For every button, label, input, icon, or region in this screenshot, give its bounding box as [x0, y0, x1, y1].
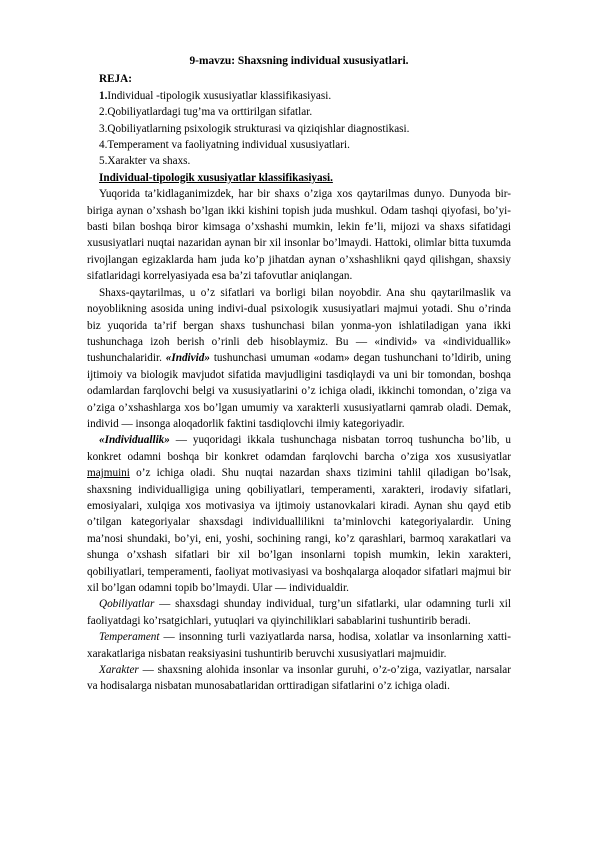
- plan-item-number: 2.: [99, 106, 108, 119]
- paragraph-text: o’z ichiga oladi. Shu nuqtai nazardan shaxs tizimini tahlil qiladigan bo’lsak, shaxsning individualligiga uning qobiliyatlari, temperamenti, xarakteri, irodaviy sifatlari, emosiyalari, xulqiga xos motivasiya va ijtimoiy ustanovkalari kiradi. Aynan shu qayd etib o’tilgan kategoriyalar shaxsdagi individuallilikni ta’minlovchi kategoriyalardir. Uning ma’nosi shundaki, bo’yi, eni, yoshi, sochining rangi, ko’z qarashlari, barmoq xarakatlari va shunga o’xshash sifatlari bir xil bo’lgan insonlarni topish mumkin, lekin xarakteri, qobiliyatlari, temperamenti, faoliyat motivasiyasi va boshqalarga aloqador sifatlari majmui bir xil bo’lgan odamni topib bo’lmaydi. Ular — individualdir.: [87, 467, 511, 594]
- plan-item-number: 4.: [99, 139, 108, 152]
- section-heading: Individual-tipologik xususiyatlar klassifikasiyasi.: [99, 171, 333, 184]
- term-qobiliyatlar: Qobiliyatlar: [99, 598, 155, 611]
- paragraph-text: — insonning turli vaziyatlarda narsa, hodisa, xolatlar va insonlarning xatti-xarakatlariga nisbatan reaksiyasini tushuntirib beruvchi xususiyatlari majmuidir.: [87, 631, 511, 660]
- plan-item: [87, 121, 511, 137]
- plan-item-text: Qobiliyatlarning psixologik strukturasi va qiziqishlar diagnostikasi.: [107, 122, 410, 135]
- paragraph-uniqueness: Yuqorida ta’kidlaganimizdek, har bir shaxs o’ziga xos qaytarilmas dunyo. Dunyoda bir-biriga aynan o’xshash bo’lgan ikki kishini topish juda mushkul. Odam tashqi qiyofasi, bo’yi-basti bilan boshqa biror kimsaga o’xshashi mumkin, lekin fe’li, mijozi va shaxs sifatidagi xususiyatlari nuqtai nazaridan aynan bir xil insonlar bo’lmaydi. Hattoki, olimlar bitta tuxumda rivojlangan egizaklarda ham juda ko’p jihatdan aynan o’xshashlikni qayd qilishgan, shaxsiy sifatlaridagi korrelyasiyada esa ba’zi tafovutlar aniqlangan.: [87, 188, 511, 283]
- term-xarakter: Xarakter: [99, 664, 139, 677]
- term-individ: «Individ»: [165, 352, 210, 365]
- paragraph-text: tushunchasi umuman «odam» degan tushunchani to’ldirib, uning ijtimoiy va biologik mavjudot sifatida mavjudligini tasdiqlaydi va uni bir tomondan, boshqa odamlardan farqlovchi belgi va xususiyatlarini o’z ichiga oladi, ikkinchi tomondan, o’ziga va o’ziga o’xshashlarga xos bo’lgan umumiy va xarakterli xususiyatlarni qamrab oladi. Demak, individ — insonga aloqadorlik faktini tasdiqlovchi ilmiy kategoriyadir.: [87, 352, 511, 430]
- term-individuallik: «Individuallik»: [99, 434, 170, 447]
- plan-heading: REJA:: [99, 73, 132, 86]
- paragraph-text: — shaxsning alohida insonlar va insonlar guruhi, o’z-o’ziga, vaziyatlar, narsalar va hodisalarga nisbatan munosabatlaridan orttiradigan sifatlarini o’z ichiga oladi.: [87, 664, 511, 693]
- plan-item-number: 1.: [99, 89, 108, 102]
- plan-item-text: Xarakter va shaxs.: [107, 155, 191, 168]
- paragraph-individ: [87, 285, 511, 433]
- plan-item: [87, 88, 511, 104]
- document-page: [87, 53, 511, 695]
- plan-item-text: Individual -tipologik xususiyatlar klassifikasiyasi.: [107, 89, 332, 102]
- underlined-word: majmuini: [87, 467, 130, 480]
- paragraph-text: — shaxsdagi shunday individual, turg’un sifatlarki, ular odamning turli xil faoliyatdagi ko’rsatgichlari, yutuqlari va qiyinchiliklari sabablarini tushuntirib beradi.: [87, 598, 511, 627]
- plan-item: [87, 137, 511, 153]
- paragraph-xarakter: [87, 662, 511, 695]
- paragraph-qobiliyatlar: [87, 596, 511, 629]
- plan-item: [87, 153, 511, 169]
- paragraph-temperament: [87, 629, 511, 662]
- plan-item: [87, 104, 511, 120]
- term-temperament: Temperament: [99, 631, 160, 644]
- paragraph-individuallik: [87, 432, 511, 596]
- document-title: 9-mavzu: Shaxsning individual xususiyatlari.: [189, 55, 409, 67]
- paragraph-text: — yuqoridagi ikkala tushunchaga nisbatan torroq tushuncha bo’lib, u konkret odamni boshqa bir konkret odamdan farqlovchi barcha o’ziga xos xususiyatlar: [87, 434, 511, 463]
- paragraph-text: Shaxs-qaytarilmas, u o’z sifatlari va borligi bilan noyobdir. Ana shu qaytarilmaslik va noyoblikning asosida uning indivi-dual psixologik xususiyatlari majmui yotadi. Shu o’rinda biz yuqorida ta’rif bergan shaxs tushunchasi bilan yonma-yon ishlatiladigan yana ikki tushunchaga izoh berish o’rinli deb hisoblaymiz. Bu — «individ» va «individuallik» tushunchalaridir.: [87, 286, 511, 365]
- plan-item-number: 3.: [99, 122, 108, 135]
- plan-item-text: Qobiliyatlardagi tug’ma va orttirilgan sifatlar.: [107, 106, 313, 119]
- plan-item-number: 5.: [99, 155, 108, 168]
- plan-item-text: Temperament va faoliyatning individual xususiyatlari.: [107, 139, 350, 152]
